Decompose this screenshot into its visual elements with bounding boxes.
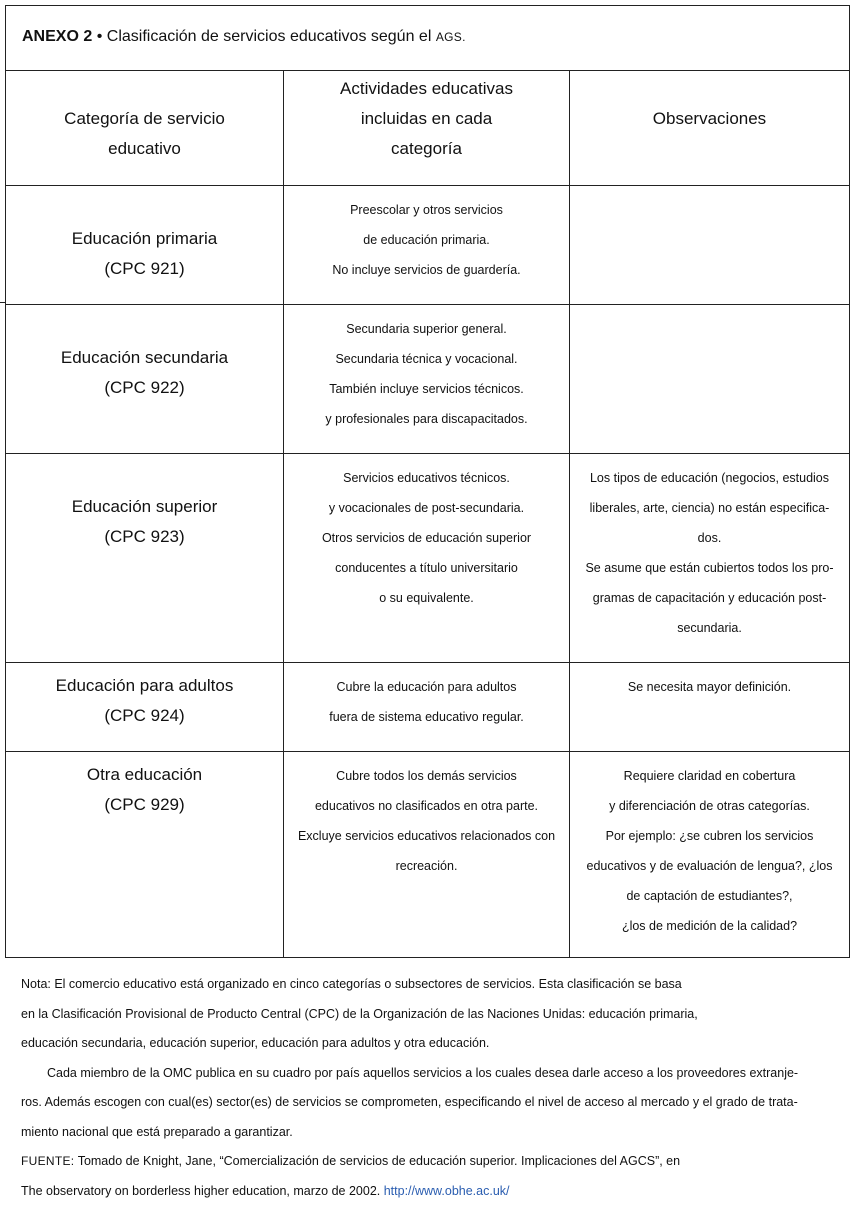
row-observations [570, 186, 849, 304]
category-code: (CPC 921) [104, 259, 185, 278]
header-line: Categoría de servicio [64, 109, 225, 128]
row-category [6, 663, 284, 751]
observation-line: Se asume que están cubiertos todos los pro- [585, 561, 834, 575]
activity-line: Secundaria técnica y vocacional. [335, 352, 518, 366]
header-line: educativo [108, 139, 181, 158]
activity-line: y vocacionales de post-secundaria. [328, 501, 525, 515]
activity-line: Excluye servicios educativos relacionados con [297, 829, 556, 843]
category-code: (CPC 923) [104, 527, 185, 546]
activity-line: Servicios educativos técnicos. [343, 471, 510, 485]
table-row [6, 305, 849, 454]
row-observations [570, 305, 849, 453]
activity-line: No incluye servicios de guardería. [332, 263, 521, 277]
observation-line: Por ejemplo: ¿se cubren los servicios [605, 829, 814, 843]
activity-line: conducentes a título universitario [335, 561, 518, 575]
source-text: The observatory on borderless higher education, marzo de 2002. [21, 1183, 381, 1198]
row-category [6, 454, 284, 662]
row-activities [284, 752, 570, 958]
activity-line: Otros servicios de educación superior [321, 531, 532, 545]
note-line: educación secundaria, educación superior, educación para adultos y otra educación. [21, 1036, 490, 1050]
observation-line: dos. [697, 531, 722, 545]
activity-line: y profesionales para discapacitados. [325, 412, 528, 426]
observation-line: gramas de capacitación y educación post- [592, 591, 827, 605]
table-header-row [6, 71, 849, 186]
category-code: (CPC 929) [104, 795, 185, 814]
observation-line: liberales, arte, ciencia) no están especifica- [589, 501, 830, 515]
row-activities [284, 305, 570, 453]
category-name: Educación primaria [71, 229, 218, 248]
row-category [6, 186, 284, 304]
observation-line: y diferenciación de otras categorías. [609, 799, 810, 813]
category-name: Educación secundaria [60, 348, 229, 367]
header-line: Actividades educativas [340, 79, 513, 98]
observation-line: educativos y de evaluación de lengua?, ¿los [586, 859, 833, 873]
source-link[interactable]: http://www.obhe.ac.uk/ [383, 1183, 510, 1198]
activity-line: fuera de sistema educativo regular. [329, 710, 524, 724]
note-line: en la Clasificación Provisional de Producto Central (CPC) de la Organización de las Naciones Unidas: educación primaria, [21, 1006, 698, 1021]
activity-line: Preescolar y otros servicios [350, 203, 503, 217]
paragraph-line: miento nacional que está preparado a garantizar. [21, 1124, 293, 1139]
note-line: Nota: El comercio educativo está organizado en cinco categorías o subsectores de servicios. Esta clasificación se basa [21, 977, 682, 991]
notes-section [21, 970, 836, 1206]
title-abbr: AGS. [435, 30, 466, 44]
header-observations [570, 71, 849, 185]
row-divider-stub [0, 302, 5, 303]
header-line: incluidas en cada [360, 109, 493, 128]
category-name: Educación para adultos [55, 676, 234, 695]
row-category [6, 752, 284, 958]
observation-line: secundaria. [677, 621, 742, 635]
title-bullet: • [96, 28, 103, 45]
activity-line: Cubre todos los demás servicios [336, 769, 517, 783]
row-activities [284, 663, 570, 751]
paragraph-line: ros. Además escogen con cual(es) sector(es) de servicios se comprometen, especificando el nivel de acceso al mercado y el grado de trata- [21, 1095, 798, 1109]
table-row [6, 454, 849, 663]
paragraph-line: Cada miembro de la OMC publica en su cuadro por país aquellos servicios a los cuales desea darle acceso a los proveedores extranje- [47, 1065, 799, 1080]
source-label: FUENTE: [21, 1154, 75, 1168]
title-text: Clasificación de servicios educativos según el [106, 28, 432, 45]
row-observations [570, 663, 849, 751]
row-category [6, 305, 284, 453]
activity-line: Cubre la educación para adultos [336, 680, 517, 694]
observation-line: de captación de estudiantes?, [626, 889, 793, 903]
activity-line: o su equivalente. [379, 591, 474, 605]
header-line: Observaciones [652, 109, 767, 128]
row-observations [570, 752, 849, 958]
classification-table [6, 71, 849, 958]
activity-line: Secundaria superior general. [346, 322, 507, 336]
activity-line: recreación. [395, 859, 458, 873]
source-line [21, 1147, 836, 1177]
row-observations [570, 454, 849, 662]
header-line: categoría [391, 139, 462, 158]
row-activities [284, 186, 570, 304]
source-text: Tomado de Knight, Jane, “Comercialización de servicios de educación superior. Implicaciones del AGCS”, en [77, 1154, 681, 1168]
observation-line: Se necesita mayor definición. [627, 680, 792, 694]
header-activities [284, 71, 570, 185]
category-code: (CPC 924) [104, 706, 185, 725]
source-line [21, 1177, 836, 1207]
annex-title [6, 6, 849, 71]
category-code: (CPC 922) [104, 378, 185, 397]
row-activities [284, 454, 570, 662]
annex-table-frame [5, 5, 850, 958]
category-name: Educación superior [71, 497, 218, 516]
annex-label: ANEXO 2 [22, 28, 93, 45]
table-row [6, 186, 849, 305]
observation-line: Requiere claridad en cobertura [623, 769, 796, 783]
table-row [6, 663, 849, 752]
table-row [6, 752, 849, 958]
activity-line: educativos no clasificados en otra parte. [314, 799, 539, 813]
observation-line: ¿los de medición de la calidad? [621, 919, 798, 933]
category-name: Otra educación [86, 765, 203, 784]
observation-line: Los tipos de educación (negocios, estudios [589, 471, 830, 485]
activity-line: de educación primaria. [363, 233, 490, 247]
activity-line: También incluye servicios técnicos. [329, 382, 524, 396]
header-category [6, 71, 284, 185]
